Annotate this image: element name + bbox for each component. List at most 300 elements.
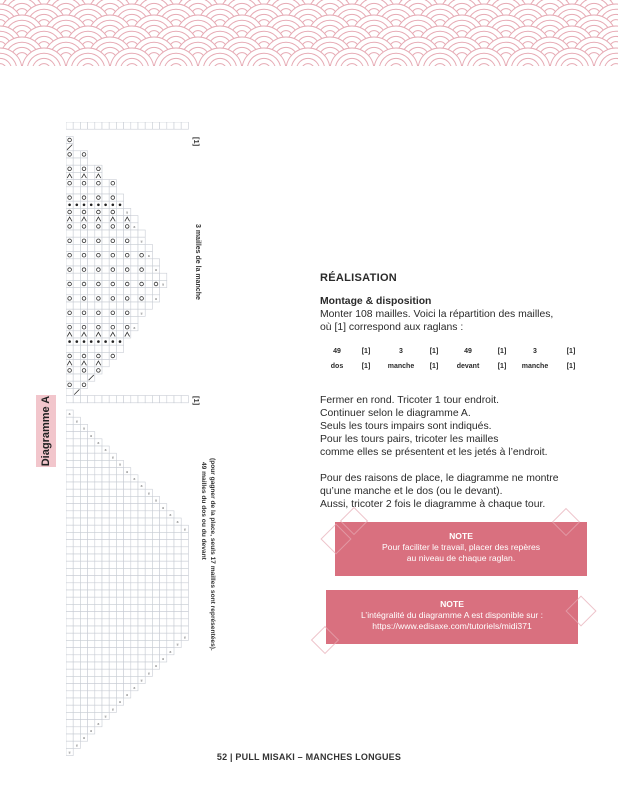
chart-cell	[95, 165, 102, 172]
chart-cell	[124, 266, 131, 273]
chart-cell	[152, 640, 159, 647]
chart-cell	[95, 187, 102, 194]
chart-cell	[174, 626, 181, 633]
chart-cell	[88, 280, 95, 287]
chart-cell	[145, 547, 152, 554]
chart-cell	[181, 540, 188, 547]
chart-cell	[174, 568, 181, 575]
chart-cell	[95, 604, 102, 611]
chart-cell	[80, 561, 87, 568]
chart-cell	[124, 252, 131, 259]
chart-cell	[95, 633, 102, 640]
chart-cell	[174, 619, 181, 626]
chart-cell	[73, 288, 80, 295]
chart-cell	[102, 259, 109, 266]
chart-cell	[102, 252, 109, 259]
chart-cell	[66, 554, 73, 561]
chart-cell	[88, 252, 95, 259]
chart-cell	[95, 691, 102, 698]
chart-cell	[138, 648, 145, 655]
marker-symbol: ᴕ	[97, 440, 100, 445]
chart-cell	[66, 424, 73, 431]
chart-cell	[124, 230, 131, 237]
chart-cell	[80, 554, 87, 561]
chart-cell	[102, 655, 109, 662]
chart-cell	[131, 295, 138, 302]
marker-symbol: ᴕ	[155, 497, 157, 503]
chart-cell	[66, 518, 73, 525]
chart-cell	[145, 540, 152, 547]
chart-cell	[66, 345, 73, 352]
chart-cell	[66, 432, 73, 439]
chart-cell	[102, 475, 109, 482]
chart-cell	[145, 568, 152, 575]
chart-cell	[145, 259, 152, 266]
chart-cell	[102, 561, 109, 568]
chart-cell	[116, 223, 123, 230]
chart-cell	[109, 604, 116, 611]
chart-cell	[80, 324, 87, 331]
chart-cell	[131, 633, 138, 640]
chart-cell	[124, 309, 131, 316]
chart-cell	[66, 223, 73, 230]
dist-label: [1]	[361, 363, 371, 370]
chart-cell	[138, 662, 145, 669]
chart-cell	[80, 230, 87, 237]
chart-cell	[88, 691, 95, 698]
chart-cell	[102, 568, 109, 575]
chart-cell	[109, 252, 116, 259]
chart-cell	[167, 604, 174, 611]
chart-cell	[95, 309, 102, 316]
chart-cell	[109, 547, 116, 554]
chart-cell	[181, 619, 188, 626]
chart-cell	[152, 604, 159, 611]
marker-symbol: ᴕ	[147, 252, 150, 258]
chart-cell	[174, 612, 181, 619]
chart-cell	[174, 597, 181, 604]
marker-symbol: ᴕ	[90, 728, 93, 733]
chart-cell	[66, 158, 73, 165]
chart-cell	[73, 180, 80, 187]
chart-cell	[88, 352, 95, 359]
text-line: Aussi, tricoter 2 fois le diagramme à chaque tour.	[320, 499, 546, 510]
text-line: Continuer selon le diagramme A.	[320, 408, 471, 419]
text-line: Pour des raisons de place, le diagramme ne montre	[320, 473, 559, 484]
chart-cell	[109, 612, 116, 619]
page-footer: 52 | PULL MISAKI – MANCHES LONGUES	[216, 752, 402, 762]
purl-symbol	[119, 340, 122, 343]
chart-cell	[88, 266, 95, 273]
chart-cell	[160, 532, 167, 539]
chart-cell	[66, 547, 73, 554]
marker-symbol: ᴕ	[183, 526, 186, 532]
chart-cell	[88, 273, 95, 280]
chart-cell	[131, 568, 138, 575]
marker-symbol: ᴕ	[155, 663, 157, 669]
dist-number: [1]	[429, 348, 439, 355]
chart-cell	[181, 547, 188, 554]
chart-cell	[145, 504, 152, 511]
chart-cell	[95, 619, 102, 626]
chart-cell	[145, 619, 152, 626]
chart-cell	[102, 331, 109, 338]
chart-cell	[138, 273, 145, 280]
chart-cell	[102, 273, 109, 280]
chart-cell	[102, 619, 109, 626]
chart-cell	[73, 554, 80, 561]
chart-cell	[80, 640, 87, 647]
chart-cell	[80, 504, 87, 511]
chart-cell	[116, 511, 123, 518]
chart-cell	[131, 669, 138, 676]
chart-cell	[66, 720, 73, 727]
chart-cell	[73, 475, 80, 482]
note-title: NOTE	[440, 599, 464, 609]
chart-cell	[131, 309, 138, 316]
chart-cell	[116, 518, 123, 525]
chart-cell	[88, 187, 95, 194]
chart-cell	[80, 446, 87, 453]
chart-cell	[88, 446, 95, 453]
note-line: L’intégralité du diagramme A est disponible sur :	[360, 610, 543, 620]
chart-cell	[109, 662, 116, 669]
chart-cell	[131, 496, 138, 503]
chart-cell	[95, 345, 102, 352]
chart-cell	[73, 547, 80, 554]
chart-cell	[152, 633, 159, 640]
chart-cell	[116, 504, 123, 511]
chart-cell	[138, 532, 145, 539]
chart-cell	[109, 540, 116, 547]
chart-cell	[88, 453, 95, 460]
chart-cell	[109, 684, 116, 691]
chart-cell	[73, 612, 80, 619]
marker-symbol: ᴕ	[68, 749, 71, 755]
chart-cell	[181, 612, 188, 619]
chart-cell	[116, 576, 123, 583]
chart-cell	[95, 352, 102, 359]
chart-cell	[145, 626, 152, 633]
marker-symbol: ᴕ	[90, 432, 93, 438]
dist-number: [1]	[497, 348, 507, 355]
chart-cell	[88, 655, 95, 662]
chart-cell	[181, 576, 188, 583]
chart-cell	[152, 576, 159, 583]
chart-cell	[95, 698, 102, 705]
chart-cell	[73, 453, 80, 460]
chart-cell	[124, 662, 131, 669]
chart-cell	[102, 532, 109, 539]
chart-cell	[66, 417, 73, 424]
body-stitches-label: 49 mailles du dos ou du devant	[200, 462, 207, 560]
dist-number: [1]	[566, 348, 576, 355]
marker-symbol: ᴕ	[176, 641, 179, 647]
raglan-marker-mid: [1]	[192, 396, 201, 406]
chart-cell	[109, 273, 116, 280]
chart-cell	[124, 223, 131, 230]
chart-cell	[124, 676, 131, 683]
chart-cell	[109, 518, 116, 525]
chart-cell	[95, 122, 102, 129]
chart-cell	[95, 223, 102, 230]
chart-cell	[102, 280, 109, 287]
chart-cell	[131, 237, 138, 244]
chart-cell	[102, 288, 109, 295]
chart-cell	[66, 540, 73, 547]
purl-symbol	[112, 340, 115, 343]
chart-cell	[73, 151, 80, 158]
chart-cell	[95, 453, 102, 460]
chart-cell	[116, 316, 123, 323]
chart-cell	[88, 216, 95, 223]
chart-cell	[88, 576, 95, 583]
chart-cell	[102, 604, 109, 611]
chart-cell	[66, 475, 73, 482]
chart-cell	[102, 504, 109, 511]
chart-cell	[73, 619, 80, 626]
chart-cell	[124, 597, 131, 604]
chart-cell	[116, 640, 123, 647]
chart-cell	[73, 374, 80, 381]
chart-cell	[73, 489, 80, 496]
chart-cell	[138, 561, 145, 568]
chart-cell	[102, 691, 109, 698]
chart-cell	[160, 597, 167, 604]
chart-cell	[73, 561, 80, 568]
diagram-title-label	[36, 395, 56, 467]
chart-cell	[131, 266, 138, 273]
chart-cell	[116, 122, 123, 129]
note-link[interactable]	[356, 621, 548, 632]
chart-cell	[95, 460, 102, 467]
chart-cell	[131, 316, 138, 323]
chart-cell	[109, 482, 116, 489]
chart-cell	[80, 576, 87, 583]
chart-cell	[73, 424, 80, 431]
chart-cell	[66, 568, 73, 575]
marker-symbol: ᴕ	[176, 519, 179, 525]
chart-cell	[73, 446, 80, 453]
chart-cell	[66, 662, 73, 669]
chart-cell	[116, 302, 123, 309]
chart-cell	[145, 396, 152, 403]
chart-cell	[66, 165, 73, 172]
chart-cell	[88, 612, 95, 619]
chart-cell	[167, 583, 174, 590]
chart-cell	[73, 316, 80, 323]
chart-cell	[80, 453, 87, 460]
chart-cell	[80, 309, 87, 316]
chart-cell	[131, 122, 138, 129]
chart-cell	[102, 705, 109, 712]
chart-cell	[131, 489, 138, 496]
chart-cell	[109, 259, 116, 266]
chart-cell	[73, 259, 80, 266]
chart-cell	[124, 244, 131, 251]
chart-cell	[167, 590, 174, 597]
chart-cell	[102, 633, 109, 640]
chart-cell	[73, 396, 80, 403]
chart-cell	[88, 712, 95, 719]
chart-cell	[102, 244, 109, 251]
chart-cell	[95, 468, 102, 475]
chart-cell	[66, 741, 73, 748]
chart-cell	[88, 482, 95, 489]
chart-cell	[73, 208, 80, 215]
chart-cell	[95, 489, 102, 496]
chart-cell	[145, 597, 152, 604]
chart-cell	[88, 633, 95, 640]
chart-cell	[138, 252, 145, 259]
chart-cell	[152, 280, 159, 287]
marker-symbol: ᴕ	[68, 411, 71, 417]
chart-cell	[109, 237, 116, 244]
chart-cell	[80, 540, 87, 547]
chart-cell	[66, 460, 73, 467]
dist-number: 3	[533, 348, 537, 355]
chart-cell	[124, 259, 131, 266]
chart-cell	[88, 223, 95, 230]
chart-cell	[88, 640, 95, 647]
chart-cell	[88, 547, 95, 554]
chart-cell	[145, 561, 152, 568]
chart-cell	[80, 460, 87, 467]
chart-cell	[80, 122, 87, 129]
chart-cell	[131, 662, 138, 669]
chart-cell	[73, 482, 80, 489]
chart-cell	[102, 676, 109, 683]
chart-cell	[131, 396, 138, 403]
chart-cell	[80, 208, 87, 215]
chart-cell	[174, 525, 181, 532]
chart-cell	[80, 676, 87, 683]
chart-cell	[109, 633, 116, 640]
purl-symbol	[83, 340, 86, 343]
chart-cell	[109, 576, 116, 583]
chart-cell	[116, 295, 123, 302]
chart-cell	[167, 633, 174, 640]
chart-cell	[73, 381, 80, 388]
chart-cell	[88, 165, 95, 172]
chart-cell	[181, 626, 188, 633]
chart-cell	[66, 648, 73, 655]
chart-cell	[102, 468, 109, 475]
chart-cell	[138, 547, 145, 554]
note-line: au niveau de chaque raglan.	[406, 553, 516, 563]
chart-cell	[160, 619, 167, 626]
chart-cell	[124, 568, 131, 575]
chart-cell	[124, 583, 131, 590]
chart-cell	[131, 655, 138, 662]
chart-cell	[66, 633, 73, 640]
marker-symbol: ᴕ	[155, 296, 157, 301]
chart-cell	[73, 345, 80, 352]
chart-cell	[66, 388, 73, 395]
chart-cell	[66, 252, 73, 259]
chart-cell	[116, 554, 123, 561]
chart-cell	[131, 640, 138, 647]
chart-cell	[88, 396, 95, 403]
chart-cell	[102, 194, 109, 201]
chart-cell	[73, 252, 80, 259]
marker-symbol: ᴕ	[97, 720, 100, 726]
chart-cell	[73, 705, 80, 712]
chart-cell	[95, 367, 102, 374]
marker-symbol: ᴕ	[147, 670, 150, 676]
marker-symbol: ᴕ	[169, 512, 172, 517]
chart-cell	[109, 648, 116, 655]
chart-cell	[80, 252, 87, 259]
chart-cell	[80, 187, 87, 194]
chart-cell	[145, 662, 152, 669]
chart-cell	[95, 590, 102, 597]
chart-cell	[102, 345, 109, 352]
dist-number: 3	[399, 348, 403, 355]
chart-cell	[88, 698, 95, 705]
chart-cell	[167, 597, 174, 604]
chart-cell	[152, 655, 159, 662]
chart-cell	[80, 604, 87, 611]
chart-cell	[152, 547, 159, 554]
note-line: Pour faciliter le travail, placer des repères	[381, 542, 541, 552]
chart-cell	[160, 511, 167, 518]
chart-cell	[109, 698, 116, 705]
chart-cell	[174, 590, 181, 597]
chart-cell	[80, 633, 87, 640]
marker-symbol: ᴕ	[104, 713, 107, 719]
chart-cell	[80, 475, 87, 482]
chart-cell	[167, 396, 174, 403]
chart-cell	[73, 720, 80, 727]
chart-cell	[138, 604, 145, 611]
chart-cell	[102, 302, 109, 309]
chart-cell	[102, 316, 109, 323]
chart-cell	[124, 590, 131, 597]
chart-cell	[160, 633, 167, 640]
chart-cell	[131, 561, 138, 568]
chart-cell	[80, 244, 87, 251]
chart-cell	[66, 496, 73, 503]
chart-cell	[174, 532, 181, 539]
chart-cell	[102, 208, 109, 215]
chart-cell	[88, 518, 95, 525]
chart-cell	[80, 273, 87, 280]
seigaiha-wave-pattern	[0, 0, 618, 66]
chart-cell	[131, 612, 138, 619]
chart-cell	[145, 496, 152, 503]
note-box-full-diagram	[326, 590, 578, 644]
chart-cell	[95, 446, 102, 453]
chart-cell	[95, 482, 102, 489]
chart-cell	[66, 295, 73, 302]
chart-cell	[80, 720, 87, 727]
chart-cell	[160, 568, 167, 575]
chart-cell	[73, 295, 80, 302]
chart-cell	[109, 352, 116, 359]
chart-cell	[73, 324, 80, 331]
chart-cell	[73, 655, 80, 662]
chart-cell	[80, 266, 87, 273]
marker-symbol: ᴕ	[140, 483, 143, 489]
chart-cell	[66, 489, 73, 496]
chart-cell	[109, 504, 116, 511]
marker-symbol: ᴕ	[111, 706, 114, 712]
chart-cell	[88, 460, 95, 467]
chart-cell	[102, 453, 109, 460]
chart-cell	[181, 532, 188, 539]
chart-cell	[88, 324, 95, 331]
